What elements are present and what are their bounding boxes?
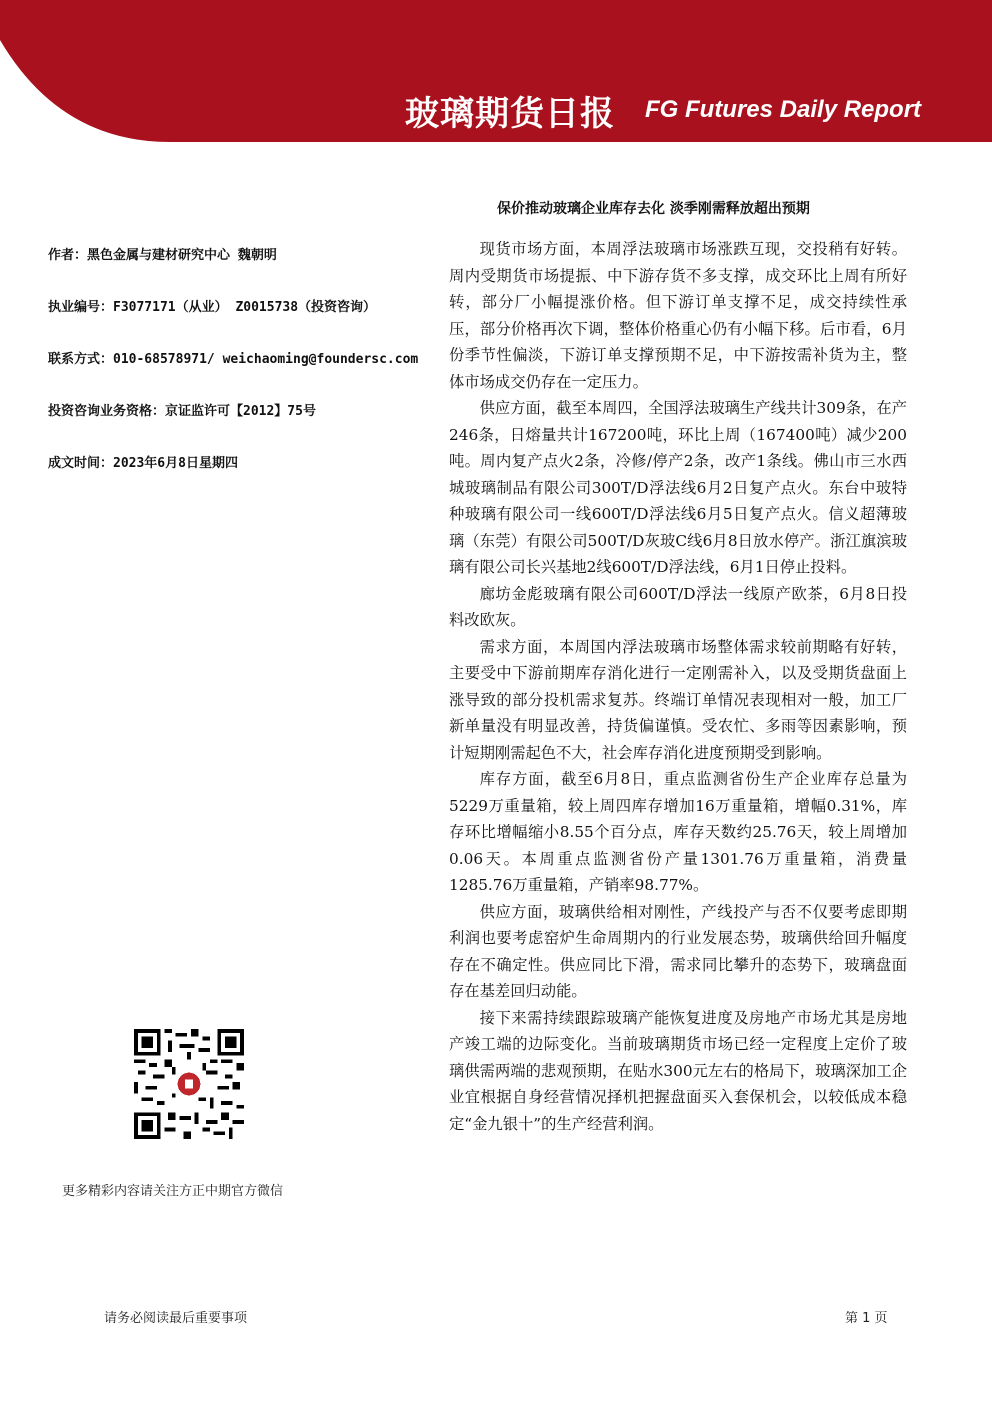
- date-line: 成文时间：2023年6月8日星期四: [48, 456, 238, 471]
- header-banner: [0, 0, 992, 142]
- paragraph-demand: 需求方面，本周国内浮法玻璃市场整体需求较前期略有好转，主要受中下游前期库存消化进行一定刚需补入，以及受期货盘面上涨导致的部分投机需求复苏。终端订单情况表现相对一般，加工厂新单量没有明显改善，持货偏谨慎。受农忙、多雨等因素影响，预计短期刚需起色不大，社会库存消化进度预期受到影响。: [449, 637, 907, 762]
- qr-caption: 更多精彩内容请关注方正中期官方微信: [62, 1184, 284, 1199]
- paragraph-supply: 供应方面，截至本周四，全国浮法玻璃生产线共计309条，在产246条，日熔量共计167200吨，环比上周（167400吨）减少200吨。周内复产点火2条，冷修/停产2条，改产1条线。佛山市三水西城玻璃制品有限公司300T/D浮法线6月2日复产点火。东台中玻特种玻璃有限公司一线600T/D浮法线6月5日复产点火。信义超薄玻璃（东莞）有限公司500T/D灰玻C线6月8日放水停产。浙江旗滨玻璃有限公司长兴基地2线600T/D浮法线，6月1日停止投料。: [449, 399, 907, 576]
- paragraph-conclusion: 接下来需持续跟踪玻璃产能恢复进度及房地产市场尤其是房地产竣工端的边际变化。当前玻璃期货市场已经一定程度上定价了玻璃供需两端的悲观预期，在贴水300元左右的格局下，玻璃深加工企业宜根据自身经营情况择机把握盘面买入套保机会，以较低成本稳定“金九银十”的生产经营利润。: [449, 1008, 907, 1133]
- paragraph-supply-note: 廊坊金彪玻璃有限公司600T/D浮法一线原产欧茶，6月8日投料改欧灰。: [449, 584, 907, 629]
- page-number: 第 1 页: [845, 1311, 888, 1326]
- article-headline: 保价推动玻璃企业库存去化 淡季刚需释放超出预期: [497, 201, 810, 217]
- report-title-en: FG Futures Daily Report: [645, 96, 922, 123]
- paragraph-inventory: 库存方面，截至6月8日，重点监测省份生产企业库存总量为5229万重量箱，较上周四库存增加16万重量箱，增幅0.31%，库存环比增幅缩小8.55个百分点，库存天数约25.76天，较上周增加0.06天。本周重点监测省份产量1301.76万重量箱，消费量1285.76万重量箱，产销率98.77%。: [449, 770, 907, 894]
- license-line: 执业编号：F3077171（从业） Z0015738（投资咨询）: [48, 300, 377, 315]
- paragraph-spot-market: 现货市场方面，本周浮法玻璃市场涨跌互现，交投稍有好转。周内受期货市场提振、中下游存货不多支撑，成交环比上周有所好转，部分厂小幅提涨价格。但下游订单支撑不足，成交持续性承压，部分价格再次下调，整体价格重心仍有小幅下移。后市看，6月份季节性偏淡，下游订单支撑预期不足，中下游按需补货为主，整体市场成交仍存在一定压力。: [449, 240, 907, 391]
- author-line: 作者：黑色金属与建材研究中心 魏朝明: [48, 248, 277, 263]
- paragraph-supply-outlook: 供应方面，玻璃供给相对刚性，产线投产与否不仅要考虑即期利润也要考虑窑炉生命周期内的行业发展态势，玻璃供给回升幅度存在不确定性。供应同比下滑，需求同比攀升的态势下，玻璃盘面存在基差回归动能。: [449, 902, 907, 1000]
- wechat-qr-code: [134, 1029, 244, 1139]
- report-title-cn: 玻璃期货日报: [405, 94, 615, 134]
- article-body: [449, 236, 907, 1137]
- contact-line: 联系方式：010-68578971/ weichaoming@foundersc.com: [48, 352, 419, 367]
- footer-notice: 请务必阅读最后重要事项: [104, 1311, 248, 1326]
- qualification-line: 投资咨询业务资格：京证监许可【2012】75号: [48, 404, 316, 419]
